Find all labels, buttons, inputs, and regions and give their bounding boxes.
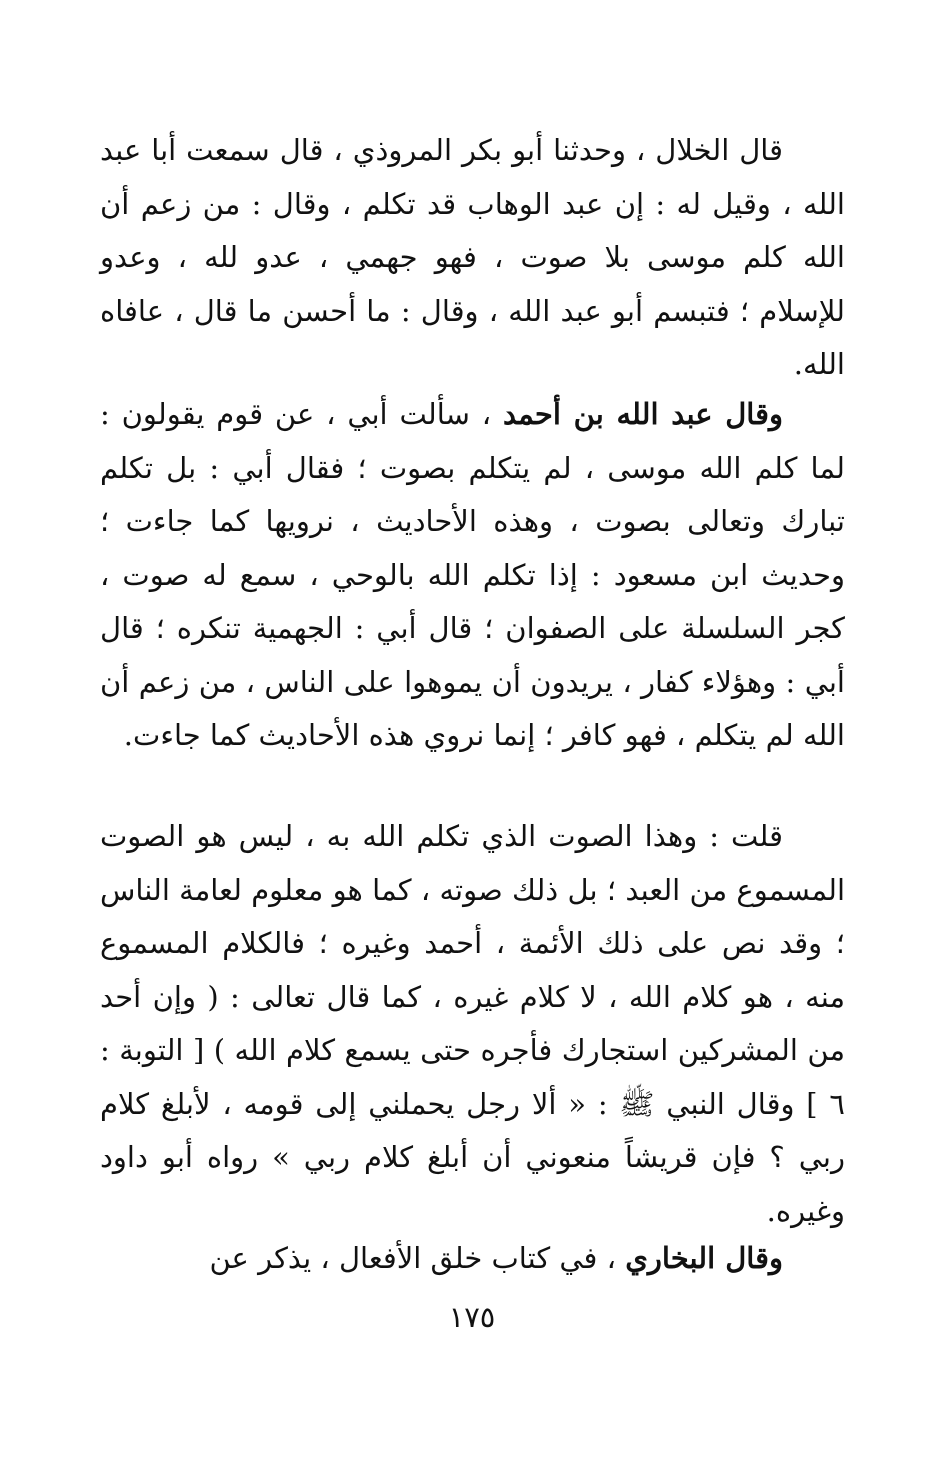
paragraph-text <box>100 810 845 1238</box>
paragraph-bold-lead: وقال عبد الله بن أحمد <box>502 397 783 431</box>
paragraph-abdullah-ibn-ahmad <box>100 388 845 763</box>
paragraph-text <box>100 388 845 763</box>
page-number: ١٧٥ <box>448 1300 496 1334</box>
paragraph-body: قال الخلال ، وحدثنا أبو بكر المروذي ، قال سمعت أبا عبد الله ، وقيل له : إن عبد الوهاب قد تكلم ، وقال : من زعم أن الله كلم موسى بلا صوت ، فهو جهمي ، عدو لله ، وعدو للإسلام ؛ فتبسم أبو عبد الله ، وقال : ما أحسن ما قال ، عافاه الله. <box>100 133 845 381</box>
paragraph-body: ، في كتاب خلق الأفعال ، يذكر عن <box>209 1241 626 1275</box>
paragraph-bukhari <box>100 1232 845 1286</box>
paragraph-text <box>100 124 845 392</box>
paragraph-body: قلت : وهذا الصوت الذي تكلم الله به ، ليس هو الصوت المسموع من العبد ؛ بل ذلك صوته ، كما هو معلوم لعامة الناس ؛ وقد نص على ذلك الأئمة ، أحمد وغيره ؛ فالكلام المسموع منه ، هو كلام الله ، لا كلام غيره ، كما قال تعالى : ( وإن أحد من المشركين استجارك فأجره حتى يسمع كلام الله ) [ التوبة : ٦ ] وقال النبي ﷺ : « ألا رجل يحملني إلى قومه ، لأبلغ كلام ربي ؟ فإن قريشاً منعوني أن أبلغ كلام ربي » رواه أبو داود وغيره. <box>100 819 845 1228</box>
paragraph-body: ، سألت أبي ، عن قوم يقولون : لما كلم الله موسى ، لم يتكلم بصوت ؛ فقال أبي : بل تكلم تبارك وتعالى بصوت ، وهذه الأحاديث ، نرويها كما جاءت ؛ وحديث ابن مسعود : إذا تكلم الله بالوحي ، سمع له صوت ، كجر السلسلة على الصفوان ؛ قال أبي : الجهمية تنكره ؛ قال أبي : وهؤلاء كفار ، يريدون أن يموهوا على الناس ، من زعم أن الله لم يتكلم ، فهو كافر ؛ إنما نروي هذه الأحاديث كما جاءت. <box>100 397 845 752</box>
paragraph-bold-lead: وقال البخاري <box>625 1241 783 1275</box>
paragraph-khallal <box>100 124 845 392</box>
paragraph-text <box>100 1232 845 1286</box>
paragraph-qultu <box>100 810 845 1238</box>
